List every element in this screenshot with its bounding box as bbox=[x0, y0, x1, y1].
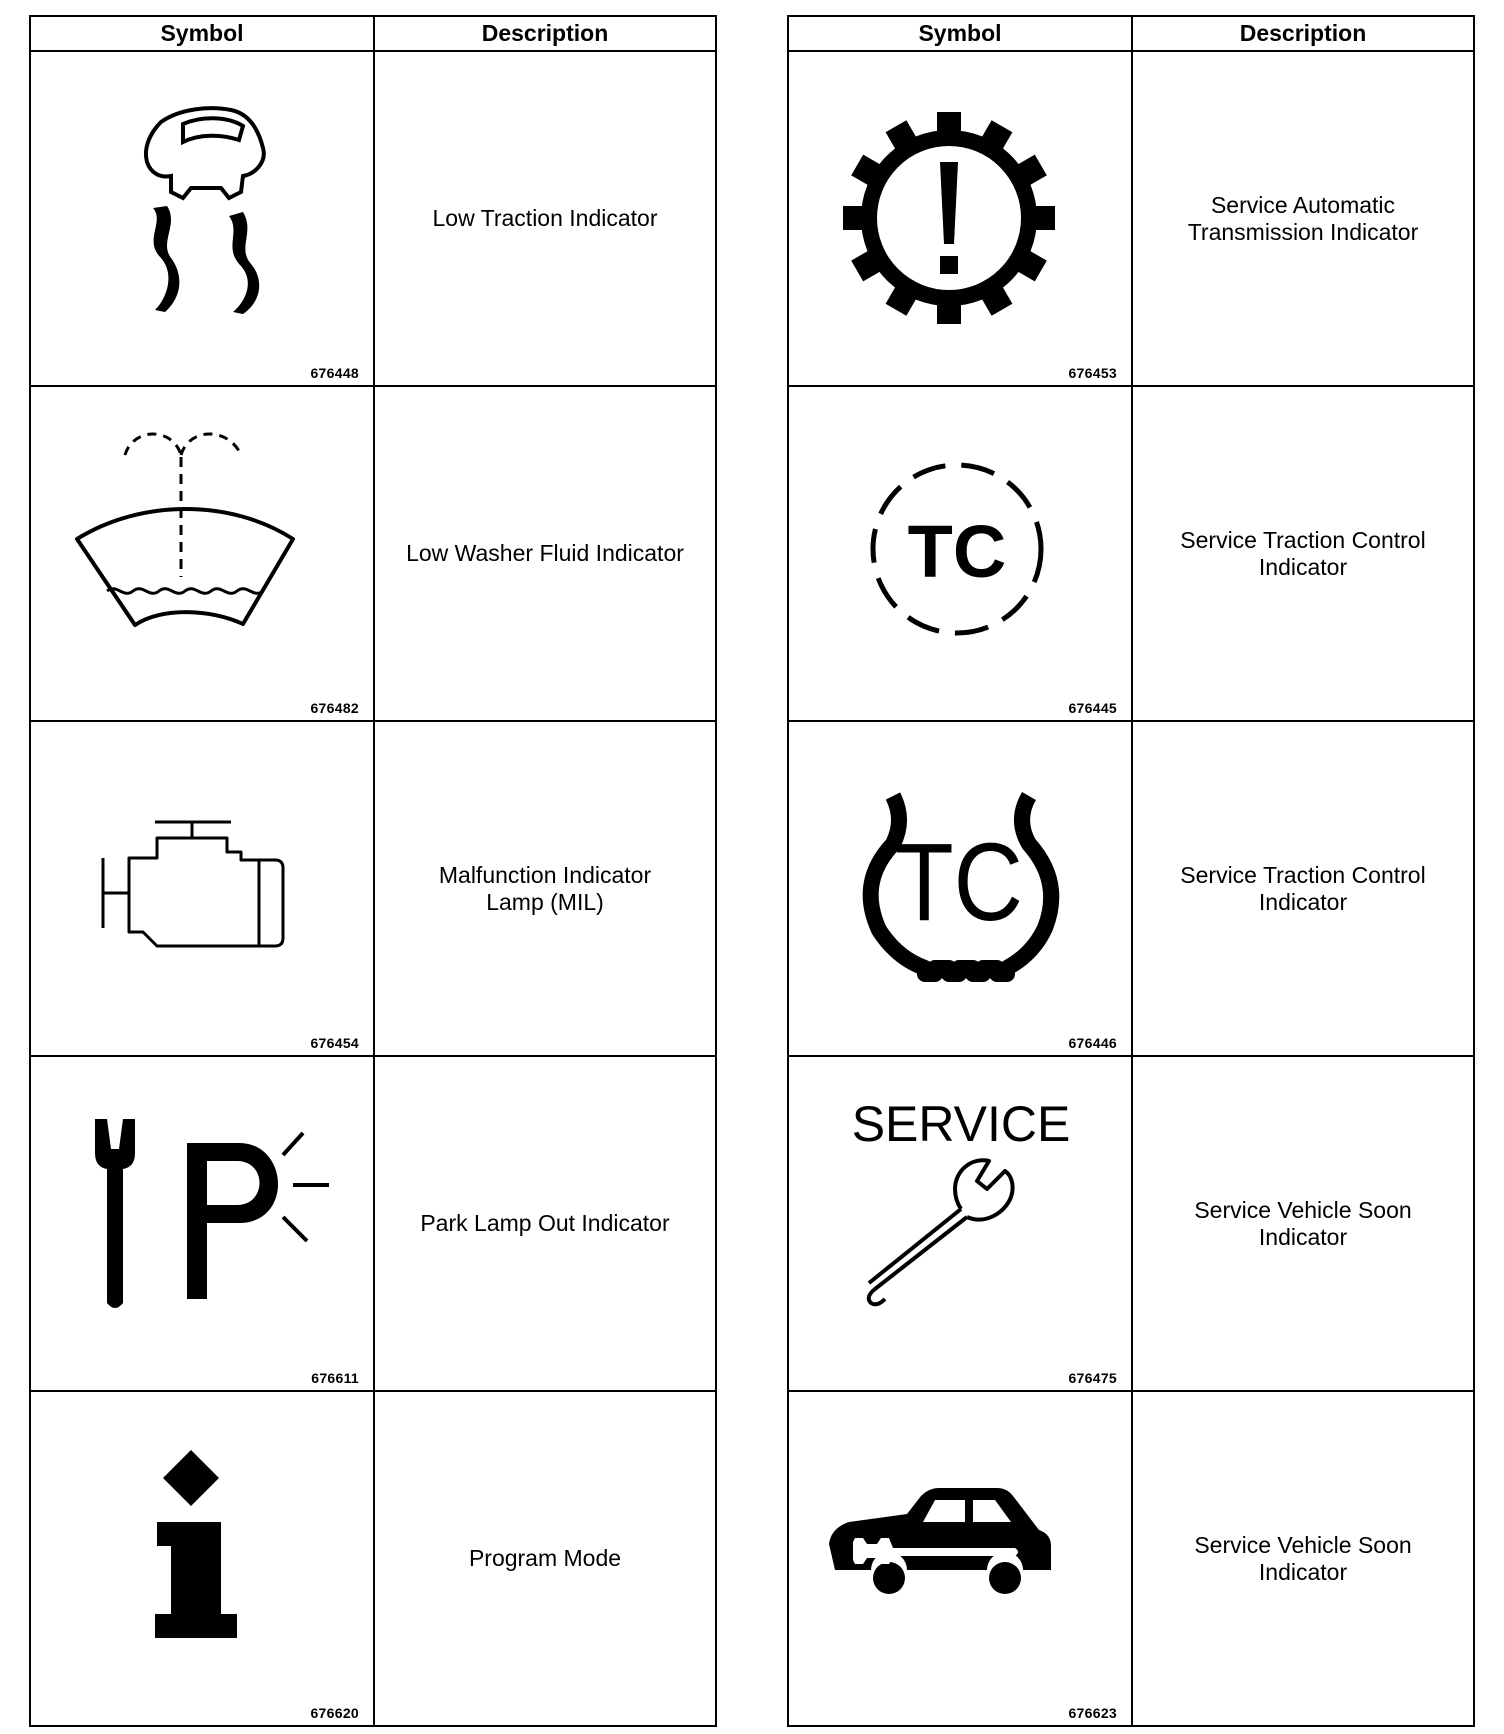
symbol-cell bbox=[30, 721, 374, 1056]
table-row bbox=[788, 1391, 1474, 1726]
figure-number: 676620 bbox=[310, 1705, 359, 1721]
table-row bbox=[788, 51, 1474, 386]
figure-number: 676446 bbox=[1068, 1035, 1117, 1051]
symbol-cell bbox=[788, 721, 1132, 1056]
header-symbol: Symbol bbox=[788, 16, 1132, 51]
description-text: Service Vehicle Soon Indicator bbox=[1194, 1196, 1412, 1250]
table-row bbox=[788, 721, 1474, 1056]
description-cell bbox=[1132, 1391, 1474, 1726]
description-cell bbox=[374, 1391, 716, 1726]
description-cell bbox=[1132, 1056, 1474, 1391]
symbol-table-left bbox=[29, 15, 717, 1727]
figure-number: 676454 bbox=[310, 1035, 359, 1051]
table-row bbox=[30, 721, 716, 1056]
description-cell bbox=[1132, 51, 1474, 386]
symbol-cell bbox=[788, 1391, 1132, 1726]
description-text: Low Traction Indicator bbox=[432, 205, 658, 231]
tc-dashed-circle-icon bbox=[789, 387, 1133, 720]
info-icon bbox=[31, 1392, 375, 1725]
description-cell bbox=[1132, 721, 1474, 1056]
tc-tire-icon bbox=[789, 722, 1133, 1055]
figure-number: 676611 bbox=[311, 1370, 359, 1386]
description-text: Service Vehicle Soon Indicator bbox=[1194, 1531, 1412, 1585]
table-row bbox=[30, 51, 716, 386]
table-row bbox=[30, 386, 716, 721]
description-text: Park Lamp Out Indicator bbox=[420, 1210, 670, 1236]
description-cell bbox=[374, 721, 716, 1056]
table-row bbox=[788, 386, 1474, 721]
figure-number: 676445 bbox=[1068, 700, 1117, 716]
service-wrench-icon bbox=[789, 1057, 1133, 1390]
symbol-cell bbox=[30, 51, 374, 386]
gear-exclamation-icon bbox=[789, 52, 1133, 385]
description-text: Low Washer Fluid Indicator bbox=[406, 540, 684, 566]
symbol-cell bbox=[30, 1056, 374, 1391]
washer-fluid-icon bbox=[31, 387, 375, 720]
description-text: Service Traction Control Indicator bbox=[1180, 861, 1426, 915]
header-description: Description bbox=[374, 16, 716, 51]
figure-number: 676623 bbox=[1068, 1705, 1117, 1721]
description-text: Malfunction Indicator Lamp (MIL) bbox=[438, 861, 652, 915]
description-cell bbox=[374, 1056, 716, 1391]
figure-number: 676448 bbox=[310, 365, 359, 381]
service-label: SERVICE bbox=[851, 1096, 1071, 1152]
header-description: Description bbox=[1132, 16, 1474, 51]
figure-number: 676482 bbox=[310, 700, 359, 716]
park-lamp-icon bbox=[31, 1057, 375, 1390]
symbol-cell bbox=[30, 1391, 374, 1726]
description-text: Service Traction Control Indicator bbox=[1180, 526, 1426, 580]
figure-number: 676475 bbox=[1068, 1370, 1117, 1386]
description-text: Service Automatic Transmission Indicator bbox=[1187, 191, 1419, 245]
figure-number: 676453 bbox=[1068, 365, 1117, 381]
description-text: Program Mode bbox=[468, 1545, 622, 1571]
header-symbol: Symbol bbox=[30, 16, 374, 51]
svg-text:TC: TC bbox=[907, 510, 1007, 593]
car-wrench-icon bbox=[789, 1392, 1133, 1725]
table-row bbox=[30, 1391, 716, 1726]
engine-icon bbox=[31, 722, 375, 1055]
description-cell bbox=[1132, 386, 1474, 721]
symbol-cell bbox=[30, 386, 374, 721]
description-cell bbox=[374, 51, 716, 386]
description-cell bbox=[374, 386, 716, 721]
symbol-table-right bbox=[787, 15, 1475, 1727]
symbol-cell bbox=[788, 386, 1132, 721]
svg-text:TC: TC bbox=[895, 821, 1023, 944]
symbol-cell bbox=[788, 51, 1132, 386]
table-row bbox=[788, 1056, 1474, 1391]
table-row bbox=[30, 1056, 716, 1391]
low-traction-icon bbox=[31, 52, 375, 385]
symbol-cell bbox=[788, 1056, 1132, 1391]
